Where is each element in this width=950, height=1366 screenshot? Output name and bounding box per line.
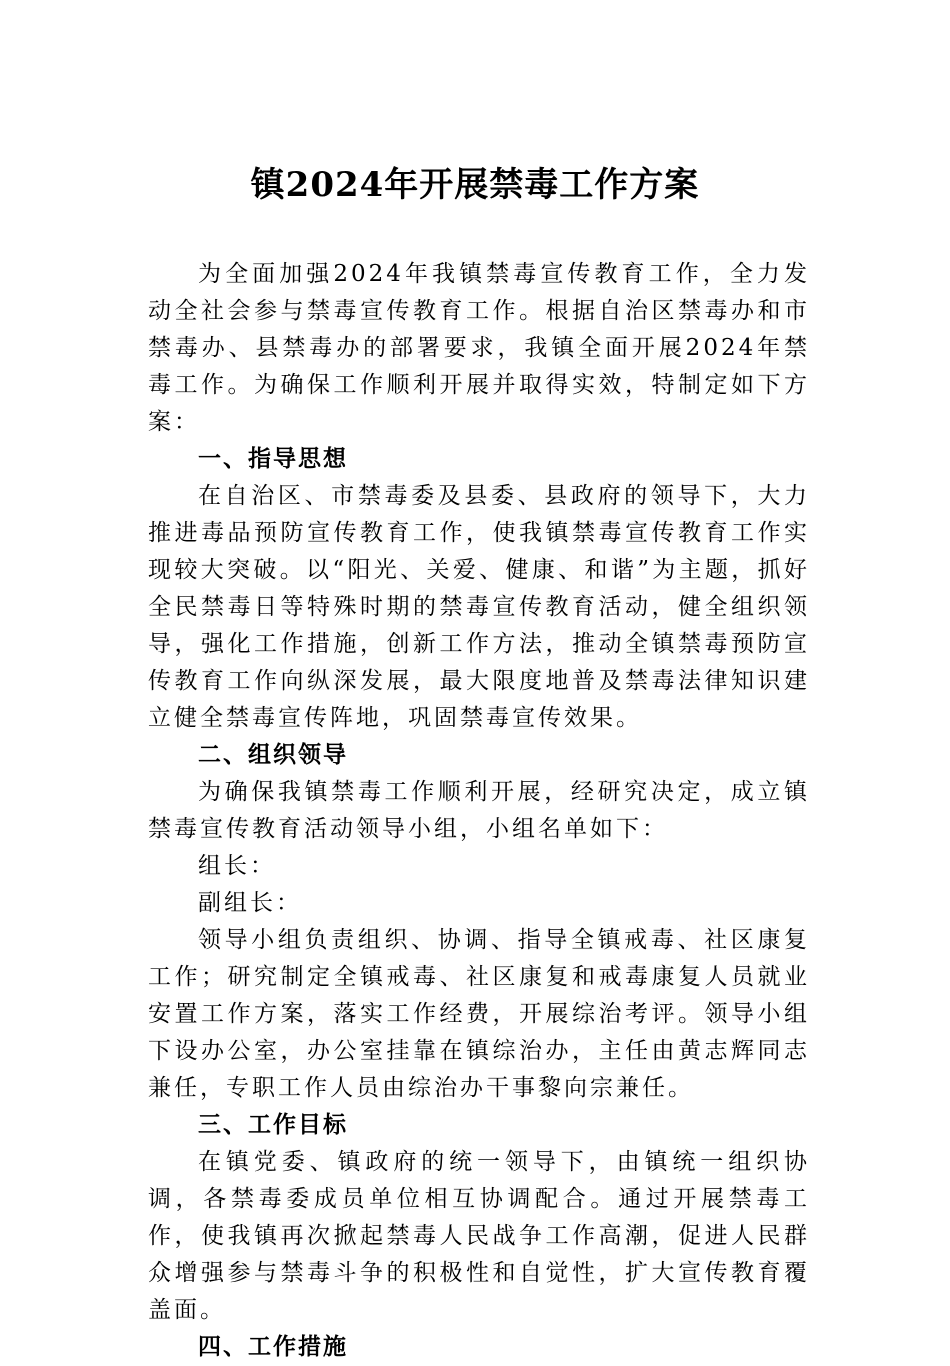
section-paragraph: 在自治区、市禁毒委及县委、县政府的领导下，大力推进毒品预防宣传教育工作，使我镇禁毒宣传教育工作实现较大突破。以“阳光、关爱、健康、和谐”为主题，抓好全民禁毒日等特殊时期的禁毒宣传教育活动，健全组织领导，强化工作措施，创新工作方法，推动全镇禁毒预防宣传教育工作向纵深发展，最大限度地普及禁毒法律知识建立健全禁毒宣传阵地，巩固禁毒宣传效果。	[148, 483, 810, 731]
section-heading-organization: 二、组织领导	[198, 742, 348, 768]
document-title: 镇2024年开展禁毒工作方案	[250, 165, 700, 205]
section-heading-guiding-ideology: 一、指导思想	[198, 446, 348, 472]
section-paragraph: 在镇党委、镇政府的统一领导下，由镇统一组织协调，各禁毒委成员单位相互协调配合。通过开展禁毒工作，使我镇再次掀起禁毒人民战争工作高潮，促进人民群众增强参与禁毒斗争的积极性和自觉性，扩大宣传教育覆盖面。	[148, 1149, 810, 1323]
section-paragraph: 为确保我镇禁毒工作顺利开展，经研究决定，成立镇禁毒宣传教育活动领导小组，小组名单如下：	[148, 779, 810, 842]
section-heading-work-measures: 四、工作措施	[198, 1334, 348, 1360]
deputy-leader-label: 副组长：	[198, 890, 302, 916]
document-body	[148, 256, 810, 1366]
leader-label: 组长：	[198, 853, 276, 879]
section-paragraph: 领导小组负责组织、协调、指导全镇戒毒、社区康复工作；研究制定全镇戒毒、社区康复和戒毒康复人员就业安置工作方案，落实工作经费，开展综治考评。领导小组下设办公室，办公室挂靠在镇综治办，主任由黄志辉同志兼任，专职工作人员由综治办干事黎向宗兼任。	[148, 927, 810, 1101]
intro-paragraph: 为全面加强2024年我镇禁毒宣传教育工作，全力发动全社会参与禁毒宣传教育工作。根据自治区禁毒办和市禁毒办、县禁毒办的部署要求，我镇全面开展2024年禁毒工作。为确保工作顺利开展并取得实效，特制定如下方案：	[148, 261, 810, 435]
section-heading-work-goals: 三、工作目标	[198, 1112, 348, 1138]
